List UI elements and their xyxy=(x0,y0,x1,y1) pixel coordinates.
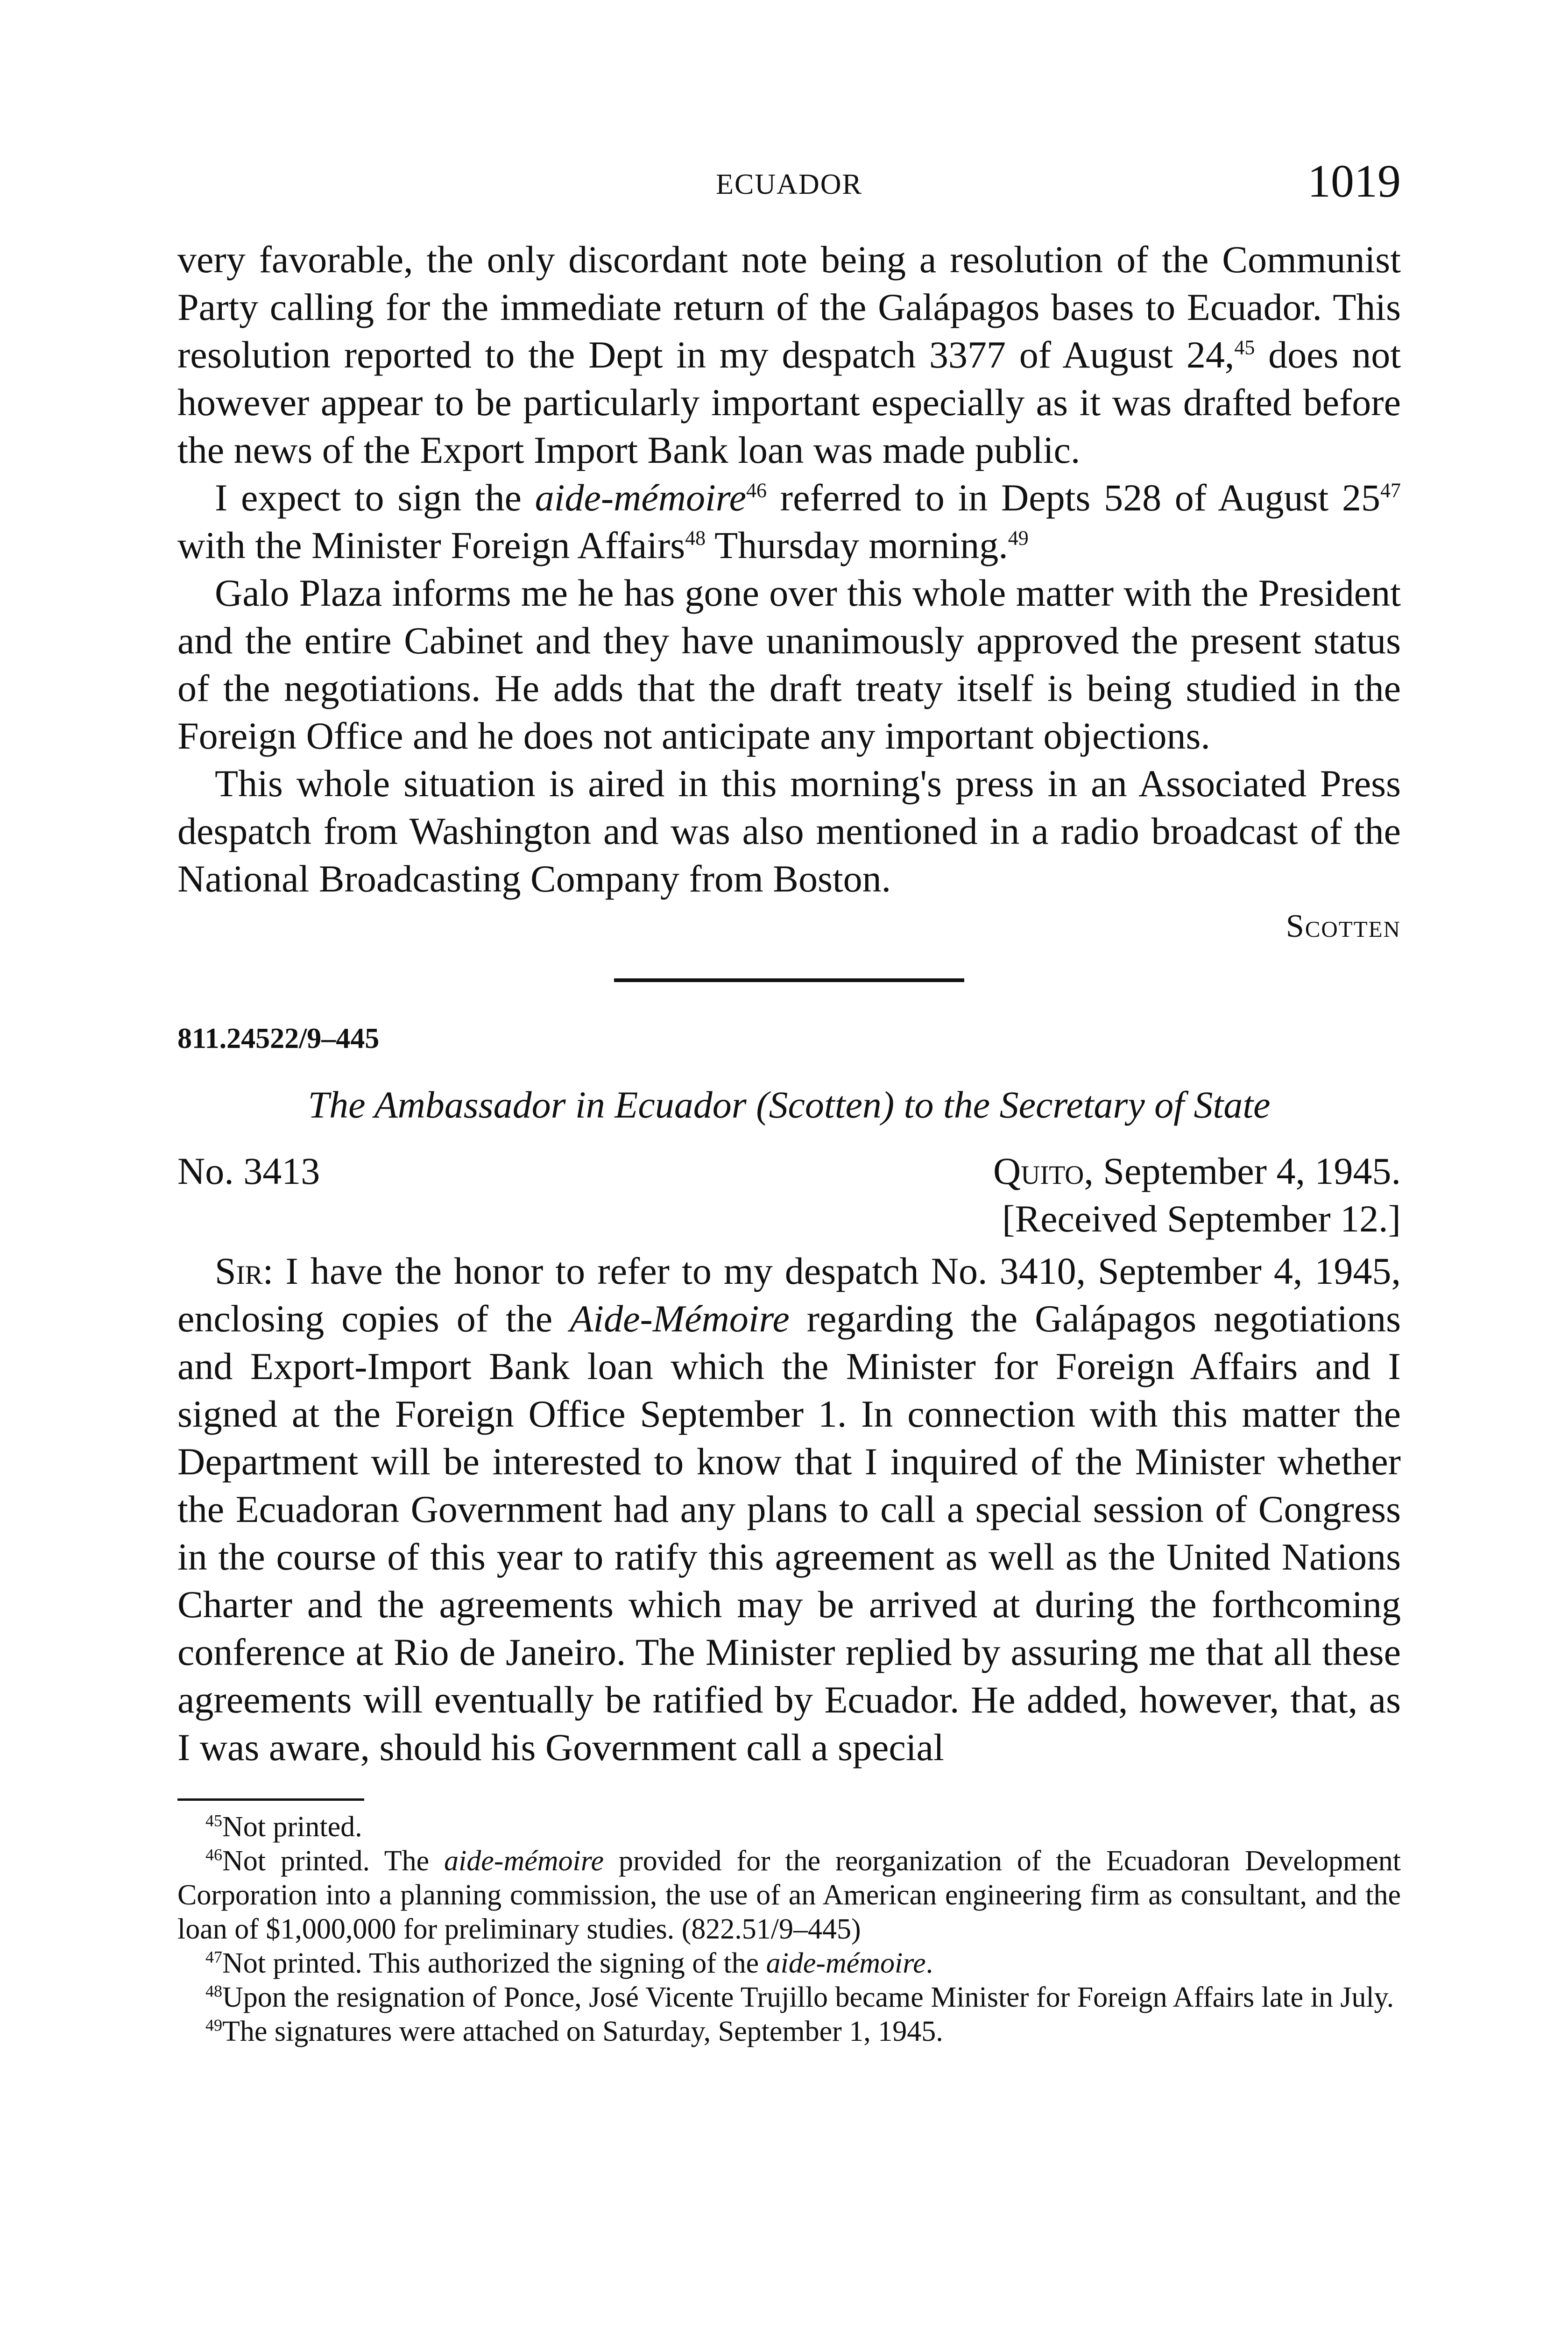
footnote-italic: aide-mémoire xyxy=(444,1845,604,1877)
body-text xyxy=(177,236,1401,2049)
footnote-rule xyxy=(177,1798,364,1801)
p2-a: I expect to sign the xyxy=(215,476,535,519)
page-header xyxy=(177,154,1401,210)
footnote-number: 45 xyxy=(205,1811,222,1830)
footnotes xyxy=(177,1810,1401,2049)
file-number: 811.24522/9–445 xyxy=(177,1023,380,1054)
running-head: ECUADOR xyxy=(716,169,862,200)
letter2-body-a: : I have the honor to refer to my despatch No. 3410, September 4, 1945, enclosing copies of the xyxy=(177,1250,1401,1340)
footnote-49 xyxy=(177,2015,1401,2049)
document-number: No. 3413 xyxy=(177,1150,320,1192)
footnote-ref-47: 47 xyxy=(1380,479,1401,502)
p1-text: very favorable, the only discordant note being a resolution of the Communist Party calling for the immediate return of the Galápagos bases to Ecuador. This resolution reported to the Dept in my despatch 3377 of August 24, xyxy=(177,238,1401,376)
footnote-text: Not printed. This authorized the signing of the xyxy=(222,1947,766,1979)
footnote-text: Upon the resignation of Ponce, José Vicente Trujillo became Minister for Foreign Affairs late in July. xyxy=(222,1981,1394,2013)
footnote-46 xyxy=(177,1844,1401,1946)
letter2-body-b: regarding the Galápagos negotiations and Export-Import Bank loan which the Minister for Foreign Affairs and I signed at the Foreign Office September 1. In connection with this matter the Department will be interested to know that I inquired of the Minister whether the Ecuadoran Government had any plans to call a special session of Congress in the course of this year to ratify this agreement as well as the United Nations Charter and the agreements which may be arrived at during the forthcoming conference at Rio de Janeiro. The Minister replied by assuring me that all these agreements will eventually be ratified by Ecuador. He added, however, that, as I was aware, should his Government call a special xyxy=(177,1297,1401,1769)
footnote-italic: aide-mémoire xyxy=(766,1947,926,1979)
signature-scotten: Scotten xyxy=(1285,908,1401,944)
footnote-ref-45: 45 xyxy=(1234,336,1255,359)
footnote-ref-46: 46 xyxy=(746,479,767,502)
footnote-text: Not printed. xyxy=(222,1811,362,1843)
footnote-ref-48: 48 xyxy=(685,526,706,550)
paragraph-letter2 xyxy=(177,1247,1401,1771)
footnote-text: Not printed. The xyxy=(222,1845,445,1877)
received-date: [Received September 12.] xyxy=(1002,1197,1401,1240)
footnote-number: 46 xyxy=(205,1845,222,1864)
paragraph-3: Galo Plaza informs me he has gone over this whole matter with the President and the entire Cabinet and they have unanimously approved the present status of the negotiations. He adds that the draft treaty itself is being studied in the Foreign Office and he does not anticipate any important objections. xyxy=(177,572,1401,757)
footnote-number: 47 xyxy=(205,1947,222,1967)
footnote-45 xyxy=(177,1810,1401,1844)
date-text: , September 4, 1945. xyxy=(1084,1150,1401,1192)
footnote-48 xyxy=(177,1981,1401,2015)
place-name: Quito xyxy=(993,1150,1084,1192)
section-separator xyxy=(614,978,964,982)
paragraph-2 xyxy=(177,474,1401,569)
p2-c: with the Minister Foreign Affairs xyxy=(177,524,685,566)
page-number: 1019 xyxy=(1307,155,1401,207)
footnote-47 xyxy=(177,1946,1401,1981)
letter2-aide-memoire: Aide-Mémoire xyxy=(570,1297,790,1340)
dateline-row xyxy=(177,1147,1401,1195)
p2-b: referred to in Depts 528 of August 25 xyxy=(767,476,1380,519)
footnote-number: 48 xyxy=(205,1981,222,2001)
dateline xyxy=(993,1147,1401,1195)
p1-tail: does not however appear to be particularly important especially as it was drafted before the news of the Export Import Bank loan was made public. xyxy=(177,333,1401,471)
document-heading: The Ambassador in Ecuador (Scotten) to the Secretary of State xyxy=(308,1083,1271,1126)
footnote-text: The signatures were attached on Saturday, September 1, 1945. xyxy=(222,2016,943,2047)
p2-aide-memoire: aide-mémoire xyxy=(535,476,747,519)
paragraph-4: This whole situation is aired in this morning's press in an Associated Press despatch from Washington and was also mentioned in a radio broadcast of the National Broadcasting Company from Boston. xyxy=(177,762,1401,900)
salutation: Sir xyxy=(215,1250,263,1292)
footnote-text: . xyxy=(925,1947,933,1979)
paragraph-1 xyxy=(177,236,1401,474)
footnote-ref-49: 49 xyxy=(1008,526,1029,550)
p2-d: Thursday morning. xyxy=(706,524,1008,566)
footnote-number: 49 xyxy=(205,2016,222,2035)
footnote-text: provided for the reorganization of the Ecuadoran Development Corporation into a planning commission, the use of an American engineering firm as consultant, and the loan of $1,000,000 for preliminary studies. (822.51/9–445) xyxy=(177,1845,1401,1945)
